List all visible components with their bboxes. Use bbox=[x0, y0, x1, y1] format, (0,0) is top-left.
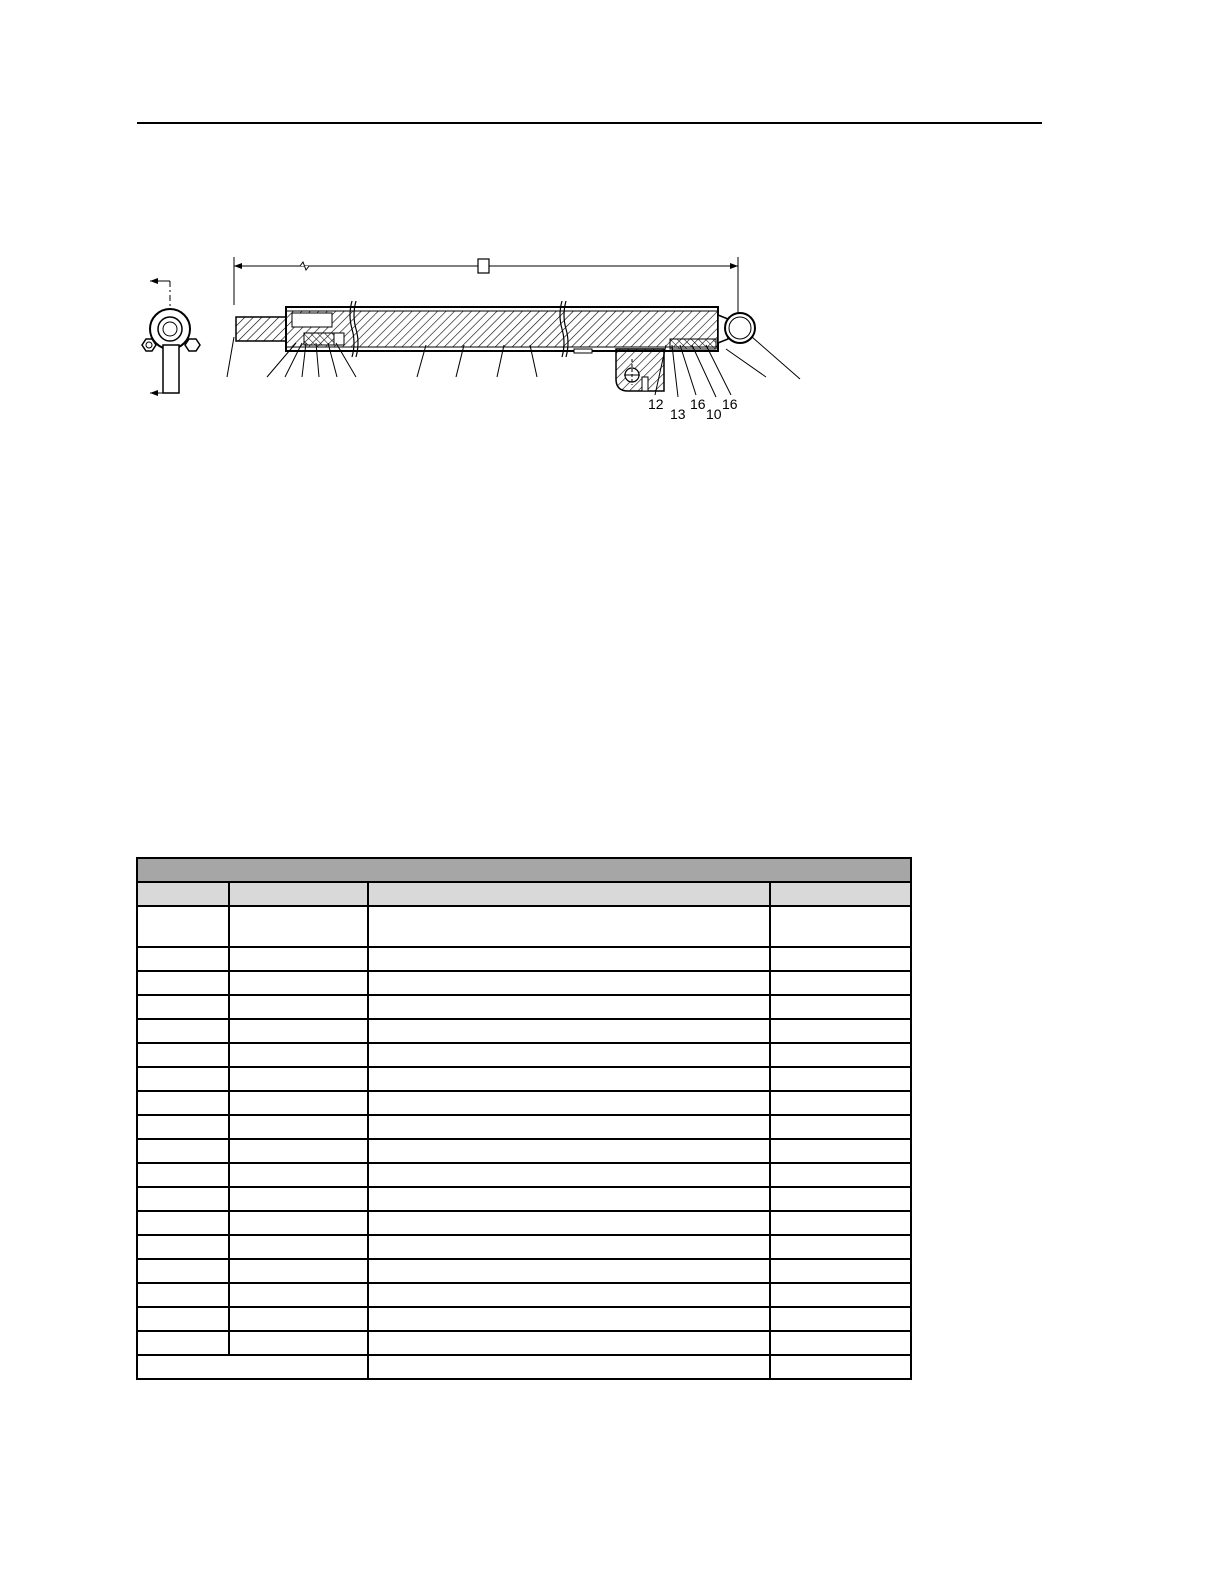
end-view bbox=[142, 278, 200, 396]
table-cell bbox=[770, 1091, 911, 1115]
column-header bbox=[229, 882, 368, 906]
table-cell bbox=[770, 1163, 911, 1187]
table-cell bbox=[229, 1067, 368, 1091]
table-cell bbox=[368, 1043, 770, 1067]
table-cell bbox=[137, 1115, 229, 1139]
table-cell bbox=[137, 1307, 229, 1331]
table-cell bbox=[229, 1307, 368, 1331]
table-cell bbox=[229, 1235, 368, 1259]
table-cell bbox=[368, 906, 770, 947]
table-cell bbox=[229, 1043, 368, 1067]
table-cell bbox=[229, 1019, 368, 1043]
table-cell bbox=[368, 1019, 770, 1043]
column-header bbox=[368, 882, 770, 906]
table-row bbox=[137, 906, 911, 947]
table-cell bbox=[368, 1259, 770, 1283]
table-cell bbox=[368, 1355, 770, 1379]
table-cell bbox=[229, 1259, 368, 1283]
table-cell bbox=[137, 1139, 229, 1163]
callout-13: 13 bbox=[670, 406, 686, 422]
table-row bbox=[137, 1355, 911, 1379]
callout-16-second: 16 bbox=[722, 396, 738, 412]
table-cell bbox=[137, 906, 229, 947]
table-cell bbox=[368, 1139, 770, 1163]
callout-10: 10 bbox=[706, 406, 722, 422]
table-cell bbox=[770, 1259, 911, 1283]
table-cell bbox=[229, 1091, 368, 1115]
table-cell bbox=[368, 1067, 770, 1091]
table-cell bbox=[137, 1067, 229, 1091]
table-cell bbox=[137, 1091, 229, 1115]
table-cell bbox=[229, 1163, 368, 1187]
table-cell bbox=[368, 1163, 770, 1187]
table-cell bbox=[229, 1187, 368, 1211]
table-cell bbox=[770, 1355, 911, 1379]
table-row bbox=[137, 1091, 911, 1115]
table-cell bbox=[770, 1043, 911, 1067]
header-rule bbox=[137, 122, 1042, 124]
table-cell bbox=[368, 1331, 770, 1355]
table-cell bbox=[770, 1187, 911, 1211]
table-cell bbox=[137, 971, 229, 995]
table-cell bbox=[137, 1043, 229, 1067]
table-cell bbox=[770, 995, 911, 1019]
table-row bbox=[137, 1115, 911, 1139]
table-row bbox=[137, 1067, 911, 1091]
table-row bbox=[137, 995, 911, 1019]
table-cell bbox=[770, 1211, 911, 1235]
table-cell bbox=[770, 906, 911, 947]
table-cell bbox=[137, 1187, 229, 1211]
cylinder-cross-section-drawing bbox=[130, 245, 830, 430]
table-cell bbox=[368, 971, 770, 995]
table-row bbox=[137, 947, 911, 971]
table-header-row bbox=[137, 882, 911, 906]
dimension-box bbox=[478, 259, 489, 273]
table-cell bbox=[229, 1211, 368, 1235]
table-cell bbox=[368, 947, 770, 971]
table-cell bbox=[770, 971, 911, 995]
callout-12: 12 bbox=[648, 396, 664, 412]
table-title-row bbox=[137, 858, 911, 882]
table-cell bbox=[368, 1091, 770, 1115]
table-row bbox=[137, 1331, 911, 1355]
callout-16: 16 bbox=[690, 396, 706, 412]
table-cell bbox=[137, 947, 229, 971]
rod-end bbox=[236, 317, 286, 341]
table-row bbox=[137, 1139, 911, 1163]
table-cell bbox=[229, 995, 368, 1019]
table-cell bbox=[770, 1331, 911, 1355]
table-cell bbox=[770, 1115, 911, 1139]
table-cell bbox=[368, 1211, 770, 1235]
table-cell bbox=[137, 1331, 229, 1355]
table-cell bbox=[229, 1331, 368, 1355]
table-cell bbox=[229, 1283, 368, 1307]
table-cell bbox=[770, 1307, 911, 1331]
table-cell bbox=[229, 1139, 368, 1163]
table-cell bbox=[368, 1187, 770, 1211]
table-cell bbox=[368, 1235, 770, 1259]
table-cell bbox=[770, 1139, 911, 1163]
table-cell bbox=[770, 1283, 911, 1307]
table-cell bbox=[137, 1163, 229, 1187]
table-cell bbox=[770, 1235, 911, 1259]
table-row bbox=[137, 1307, 911, 1331]
table-cell bbox=[229, 947, 368, 971]
table-row bbox=[137, 1211, 911, 1235]
table-row bbox=[137, 1163, 911, 1187]
table-cell bbox=[770, 1019, 911, 1043]
table-cell bbox=[229, 906, 368, 947]
table-cell bbox=[137, 1283, 229, 1307]
table-title bbox=[137, 858, 911, 882]
table-cell bbox=[137, 1211, 229, 1235]
table-row bbox=[137, 1019, 911, 1043]
cylinder-svg bbox=[130, 245, 830, 430]
parts-table bbox=[136, 857, 912, 1380]
table-cell bbox=[137, 1355, 368, 1379]
table-cell bbox=[137, 995, 229, 1019]
table-cell bbox=[229, 1115, 368, 1139]
table-row bbox=[137, 971, 911, 995]
table-cell bbox=[137, 1019, 229, 1043]
column-header bbox=[137, 882, 229, 906]
table-cell bbox=[368, 1283, 770, 1307]
table-cell bbox=[368, 995, 770, 1019]
table-cell bbox=[770, 1067, 911, 1091]
table-row bbox=[137, 1043, 911, 1067]
table-row bbox=[137, 1187, 911, 1211]
table-row bbox=[137, 1283, 911, 1307]
table-cell bbox=[770, 947, 911, 971]
table-cell bbox=[368, 1307, 770, 1331]
table-cell bbox=[368, 1115, 770, 1139]
column-header bbox=[770, 882, 911, 906]
table-row bbox=[137, 1259, 911, 1283]
table-row bbox=[137, 1235, 911, 1259]
table-cell bbox=[137, 1235, 229, 1259]
table-cell bbox=[137, 1259, 229, 1283]
table-cell bbox=[229, 971, 368, 995]
clevis-eye bbox=[725, 313, 755, 343]
